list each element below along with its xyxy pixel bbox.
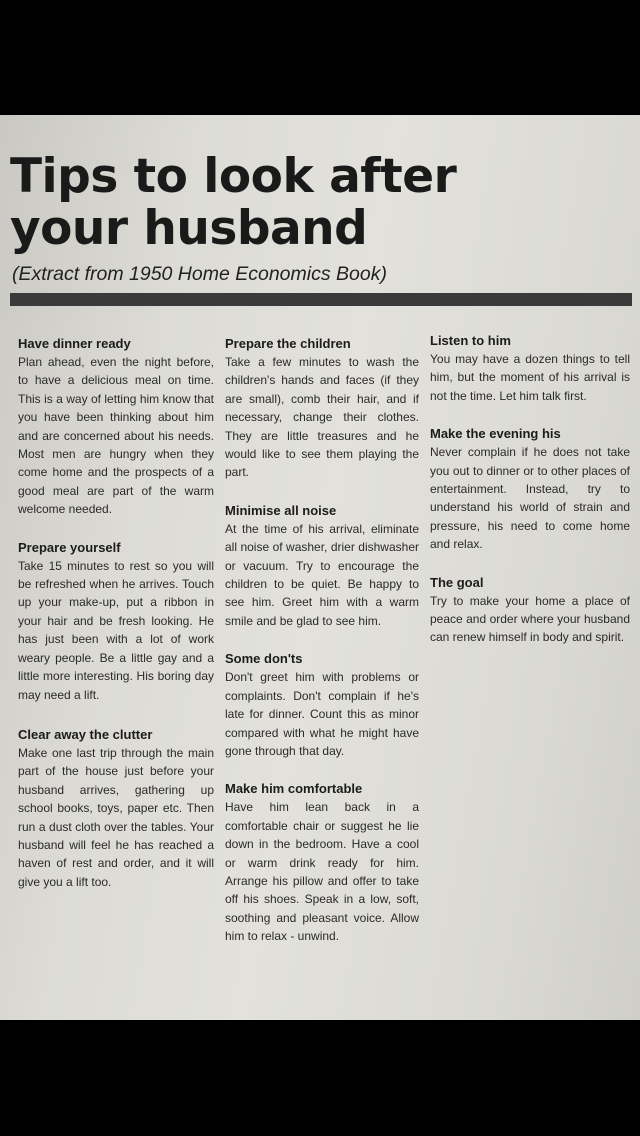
document-subtitle: (Extract from 1950 Home Economics Book) (12, 263, 387, 285)
section-body: Never complain if he does not take you out to dinner or to other places of entertainment. Instead, try to understand his world of strain and pressure, his need to come home and relax. (430, 445, 630, 552)
section-body: You may have a dozen things to tell him, but the moment of his arrival is not the time. Let him talk first. (430, 352, 630, 403)
section-body: Take 15 minutes to rest so you will be refreshed when he arrives. Touch up your make-up, put a ribbon in your hair and be fresh looking. He has just been with a lot of work weary people. Be a little gay and a little more interesting. His boring day may need a lift. (18, 558, 214, 702)
section-prepare-children (225, 335, 419, 482)
section-body: Don't greet him with problems or complaints. Don't complain if he's late for dinner. Count this as minor compared with what he might have gone through that day. (225, 670, 419, 758)
column-2 (225, 335, 419, 964)
section-body: Take a few minutes to wash the children's hands and faces (if they are small), comb their hair, and if necessary, change their clothes. They are little treasures and he would like to see them playing the part. (225, 355, 419, 480)
section-heading: Have dinner ready (18, 336, 131, 351)
section-minimise-noise (225, 502, 419, 630)
section-listen-to-him (430, 332, 630, 405)
section-prepare-yourself (18, 539, 214, 704)
section-heading: Clear away the clutter (18, 726, 153, 742)
section-body: Try to make your home a place of peace and order where your husband can renew himself in body and spirit. (430, 593, 630, 645)
section-heading: Some don'ts (225, 651, 303, 667)
document-title: Tips to look after your husband (10, 149, 457, 256)
section-heading: Make the evening his (430, 426, 561, 442)
section-some-donts (225, 650, 419, 760)
section-the-goal (430, 574, 630, 647)
section-have-dinner-ready (18, 335, 214, 519)
section-body: Plan ahead, even the night before, to have a delicious meal on time. This is a way of letting him know that you have been thinking about him and are concerned about his needs. Most men are hungry when they come home and the prospects of a good meal are part of the warm welcome needed. (18, 355, 214, 517)
title-divider (10, 293, 632, 306)
section-heading: The goal (430, 574, 484, 590)
section-body: At the time of his arrival, eliminate all noise of washer, drier dishwasher or vacuum. Try to encourage the children to be quiet. Be happy to see him. Greet him with a warm smile and be glad to see him. (225, 521, 419, 628)
top-black-bar (0, 0, 640, 115)
section-heading: Minimise all noise (225, 502, 337, 518)
section-heading: Make him comfortable (225, 781, 363, 797)
section-heading: Prepare yourself (18, 539, 121, 555)
document-page (0, 115, 640, 1020)
section-body: Have him lean back in a comfortable chair or suggest he lie down in the bedroom. Have a cool or warm drink ready for him. Arrange his pillow and offer to take off his shoes. Speak in a low, soft, soothing and pleasant voice. Allow him to relax - unwind. (225, 800, 419, 944)
section-make-evening-his (430, 425, 630, 553)
section-clear-away-clutter (18, 726, 214, 891)
column-3 (430, 332, 630, 665)
section-make-him-comfortable (225, 780, 419, 945)
section-body: Make one last trip through the main part of the house just before your husband arrives, gathering up school books, toys, paper etc. Then run a dust cloth over the tables. Your husband will feel he has reached a haven of rest and order, and it will give you a lift too. (18, 745, 214, 889)
column-1 (18, 335, 214, 909)
section-heading: Listen to him (430, 333, 511, 348)
bottom-black-bar (0, 1020, 640, 1136)
section-heading: Prepare the children (225, 336, 351, 351)
